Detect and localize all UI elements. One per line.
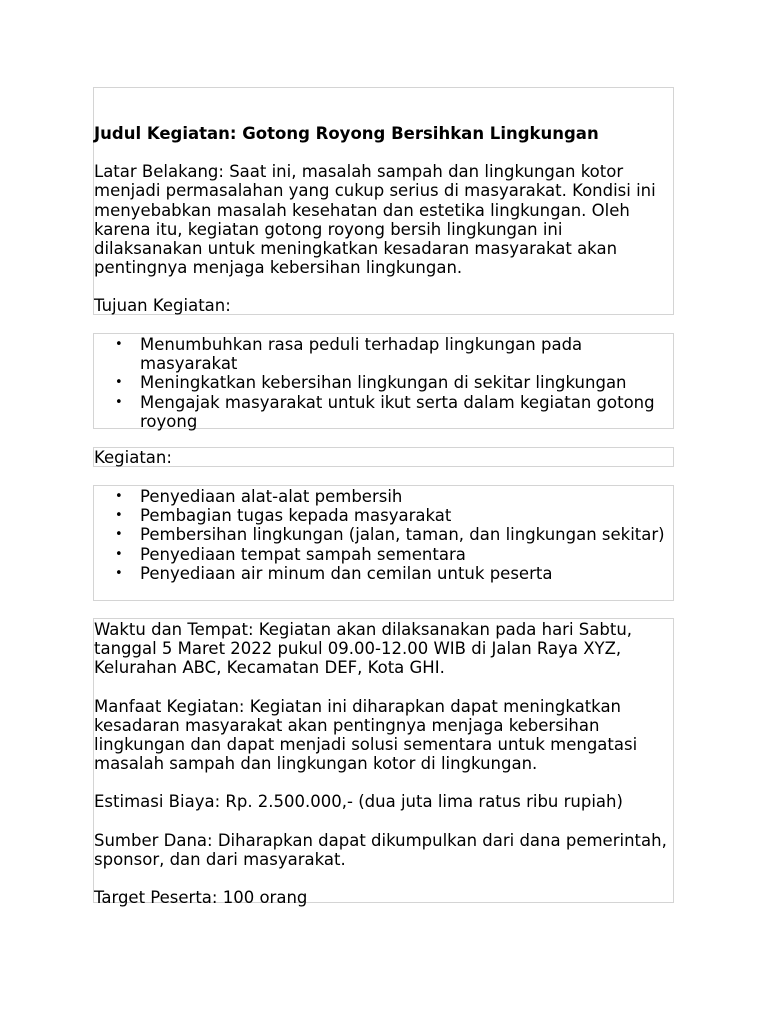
funding-paragraph: Sumber Dana: Diharapkan dapat dikumpulkan dari dana pemerintah, sponsor, dan dari masyarakat. bbox=[94, 830, 667, 869]
time-place-paragraph: Waktu dan Tempat: Kegiatan akan dilaksanakan pada hari Sabtu, tanggal 5 Maret 2022 pukul 09.00-12.00 WIB di Jalan Raya XYZ, Kelurahan ABC, Kecamatan DEF, Kota GHI. bbox=[94, 620, 633, 678]
list-item: • Menumbuhkan rasa peduli terhadap lingkungan pada masyarakat bbox=[115, 335, 583, 374]
bullet-icon: • bbox=[115, 565, 123, 581]
bullet-icon: • bbox=[115, 375, 123, 391]
activities-list bbox=[94, 487, 673, 583]
list-item: • Penyediaan alat-alat pembersih bbox=[115, 487, 403, 506]
bullet-icon: • bbox=[115, 337, 123, 352]
budget-paragraph: Estimasi Biaya: Rp. 2.500.000,- (dua juta lima ratus ribu rupiah) bbox=[94, 792, 623, 812]
activities-heading: Kegiatan: bbox=[94, 448, 172, 467]
document-title: Judul Kegiatan: Gotong Royong Bersihkan Lingkungan bbox=[94, 124, 599, 143]
details-section bbox=[93, 618, 674, 908]
goals-section bbox=[93, 333, 674, 429]
list-item: • Penyediaan tempat sampah sementara bbox=[115, 544, 466, 564]
list-item: • Mengajak masyarakat untuk ikut serta dalam kegiatan gotong royong bbox=[115, 392, 655, 431]
bullet-icon: • bbox=[115, 394, 123, 410]
list-item: • Meningkatkan kebersihan lingkungan di sekitar lingkungan bbox=[115, 373, 627, 393]
goals-heading: Tujuan Kegiatan: bbox=[94, 296, 231, 316]
benefits-paragraph: Manfaat Kegiatan: Kegiatan ini diharapkan dapat meningkatkan kesadaran masyarakat akan pentingnya menjaga kebersihan lingkungan dan dapat menjadi solusi sementara untuk mengatasi masalah sampah dan lingkungan kotor di lingkungan. bbox=[94, 696, 638, 774]
activities-heading-section bbox=[93, 447, 674, 467]
background-paragraph: Latar Belakang: Saat ini, masalah sampah dan lingkungan kotor menjadi permasalahan yang cukup serius di masyarakat. Kondisi ini menyebabkan masalah kesehatan dan estetika lingkungan. Oleh karena itu, kegiatan gotong royong bersih lingkungan ini dilaksanakan untuk meningkatkan kesadaran masyarakat akan pentingnya menjaga kebersihan lingkungan. bbox=[94, 162, 656, 278]
list-item: • Pembagian tugas kepada masyarakat bbox=[115, 506, 452, 526]
intro-section bbox=[93, 87, 674, 315]
activities-section bbox=[93, 485, 674, 601]
list-item: • Pembersihan lingkungan (jalan, taman, dan lingkungan sekitar) bbox=[115, 525, 665, 545]
bullet-icon: • bbox=[115, 546, 123, 562]
bullet-icon: • bbox=[115, 508, 123, 524]
bullet-icon: • bbox=[115, 527, 123, 543]
participants-paragraph: Target Peserta: 100 orang bbox=[94, 888, 308, 908]
goals-list bbox=[94, 335, 673, 431]
list-item: • Penyediaan air minum dan cemilan untuk peserta bbox=[115, 563, 553, 583]
bullet-icon: • bbox=[115, 489, 123, 504]
